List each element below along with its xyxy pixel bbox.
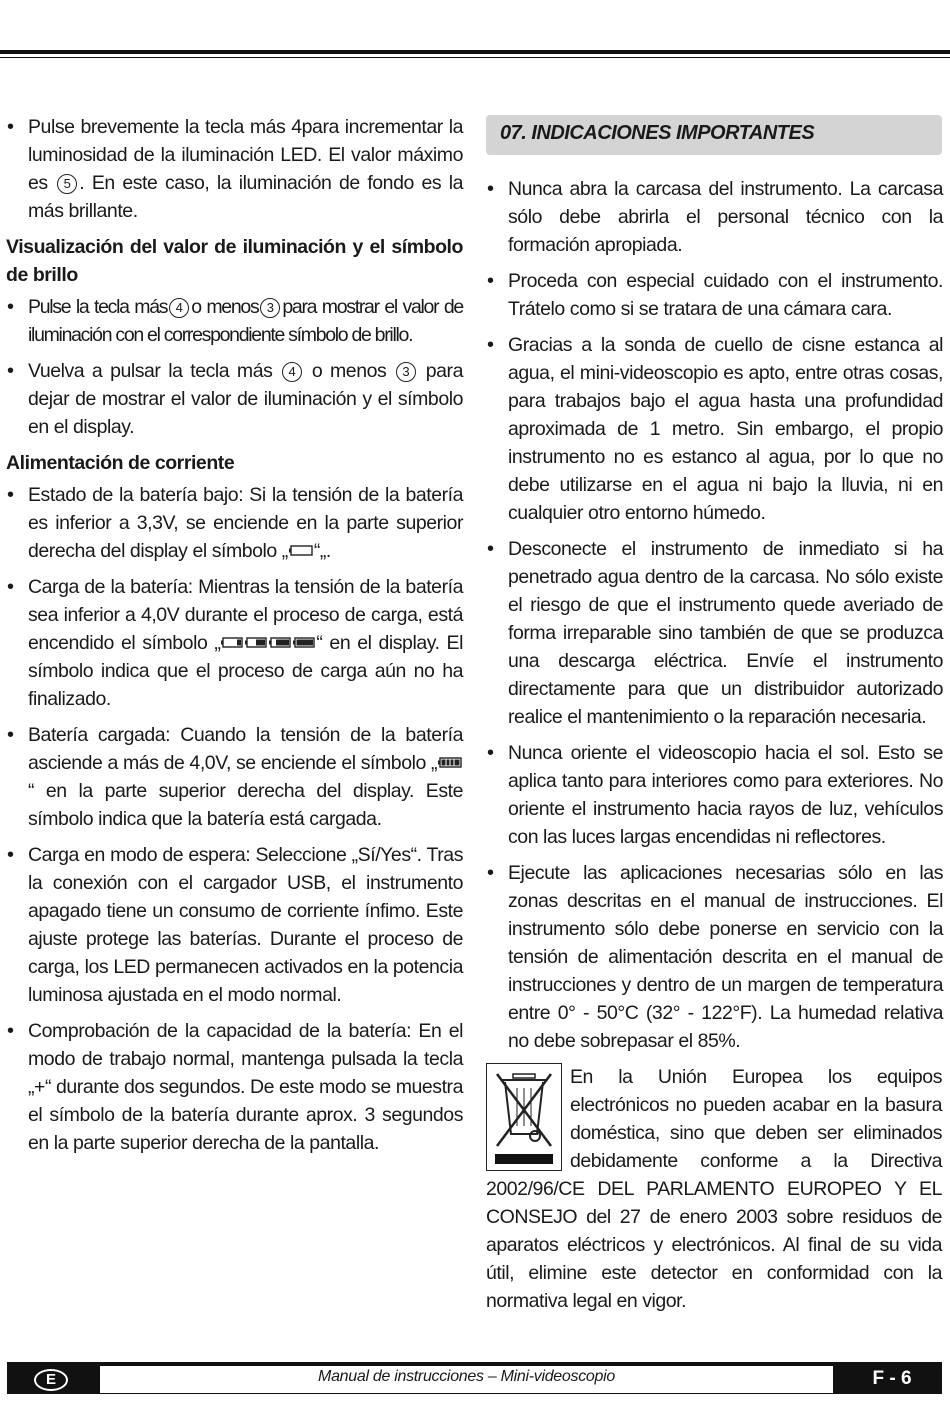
weee-bin-icon [486,1063,562,1171]
language-badge: E [34,1369,68,1391]
text: Estado de la batería bajo: Si la tensión de la batería es inferior a 3,3V, se enciende en la parte superior derecha del display el símbolo „ [28,484,463,562]
list-item [6,113,463,225]
list-item [6,357,463,441]
text: . En este caso, la iluminación de fondo es la más brillante. [28,172,463,222]
list-item: • Desconecte el instrumento de inmediato si ha penetrado agua dentro de la carcasa. No sólo existe el riesgo de que el instrumento quede averiado de forma irreparable sino también de que se produzca una descarga eléctrica. Envíe el instrumento directamente para que un distribuidor autorizado realice el mantenimiento o la reparación necesaria. [486,535,943,731]
list-item: • Nunca oriente el videoscopio hacia el sol. Esto se aplica tanto para interiores como para exteriores. No oriente el instrumento hacia rayos de luz, vehículos con las luces largas encendidas ni reflectores. [486,739,943,851]
weee-text: En la Unión Europea los equipos electrónicos no pueden acabar en la basura doméstica, sino que deben ser eliminados debidamente conforme a la Directiva 2002/96/CE DEL PARLAMENTO EUROPEO Y EL CONSEJO del 27 de enero 2003 sobre residuos de aparatos eléctricos y electrónicos. Al final de su vida útil, elimine este detector en conformidad con la normativa legal en vigor. [486,1066,942,1312]
text: “„. [313,540,331,562]
battery-charging-icon [220,632,316,654]
list-item: • Nunca abra la carcasa del instrumento. La carcasa sólo debe abrirla el personal técnico con la formación apropiada. [486,175,943,259]
text: para dejar de mostrar el valor de iluminación y el símbolo en el display. [28,360,463,438]
key-number-5: 5 [57,174,77,194]
text: Vuelva a pulsar la tecla más [28,360,281,382]
text: “ en el display. El símbolo indica que el proceso de carga aún no ha finalizado. [28,632,463,710]
text: o menos [191,296,259,318]
text: Carga de la batería: Mientras la tensión de la batería sea inferior a 4,0V durante el proceso de carga, está encendido el símbolo „ [28,576,463,654]
header-rule-thin [0,57,950,58]
left-list-1 [6,113,463,225]
list-item [6,293,463,349]
header-rule-thick [0,50,950,54]
left-list-3 [6,481,463,1157]
text: Pulse brevemente la tecla más 4para incrementar la luminosidad de la iluminación LED. El valor máximo es [28,116,463,194]
footer-title: Manual de instrucciones – Mini-videoscopio [318,1368,615,1385]
left-column [6,113,463,1165]
list-item [6,573,463,713]
section-heading: 07. INDICACIONES IMPORTANTES [500,122,815,144]
left-list-2 [6,293,463,441]
text: Batería cargada: Cuando la tensión de la batería asciende a más de 4,0V, se enciende el símbolo „ [28,724,463,774]
key-number-3: 3 [396,362,416,382]
page-number: F - 6 [872,1368,912,1389]
list-item: • Carga en modo de espera: Seleccione „Sí/Yes“. Tras la conexión con el cargador USB, el instrumento apagado tiene un consumo de corriente ínfimo. Este ajuste protege las baterías. Durante el proceso de carga, los LED permanecen activados en la potencia luminosa ajustada en el modo normal. [6,841,463,1009]
list-item: • Ejecute las aplicaciones necesarias sólo en las zonas descritas en el manual de instrucciones. El instrumento sólo debe ponerse en servicio con la tensión de alimentación descrita en el manual de instrucciones y dentro de un margen de temperatura entre 0° - 50°C (32° - 122°F). La humedad relativa no debe sobrepasar el 85%. [486,859,943,1055]
battery-full-icon [438,757,462,768]
list-item [6,721,463,833]
list-item: • Comprobación de la capacidad de la batería: En el modo de trabajo normal, mantenga pulsada la tecla „+“ durante dos segundos. De este modo se muestra el símbolo de la batería durante aprox. 3 segundos en la parte superior derecha de la pantalla. [6,1017,463,1157]
section-heading-box [486,115,942,155]
list-item [6,481,463,565]
list-item: • Proceda con especial cuidado con el instrumento. Trátelo como si se tratara de una cámara cara. [486,267,943,323]
subheading-power: Alimentación de corriente [6,452,235,474]
key-number-3: 3 [260,298,280,318]
right-column [486,175,943,1063]
key-number-4: 4 [282,362,302,382]
subheading-illumination: Visualización del valor de iluminación y el símbolo de brillo [6,236,463,286]
text: “ en la parte superior derecha del display. Este símbolo indica que la batería está cargada. [28,780,463,830]
text: o menos [304,360,395,382]
right-list [486,175,943,1055]
battery-empty-icon [289,545,313,556]
key-number-4: 4 [169,298,189,318]
list-item: • Gracias a la sonda de cuello de cisne estanca al agua, el mini-videoscopio es apto, entre otras cosas, para trabajos bajo el agua hasta una profundidad aproximada de 1 metro. Sin embargo, el propio instrumento no es estanco al agua, por lo que no debe utilizarse en el agua ni bajo la lluvia, ni en cualquier otro entorno húmedo. [486,331,943,527]
text: para mostrar el valor de iluminación con el correspondiente símbolo de brillo. [28,296,463,346]
text: Pulse la tecla más [28,296,168,318]
